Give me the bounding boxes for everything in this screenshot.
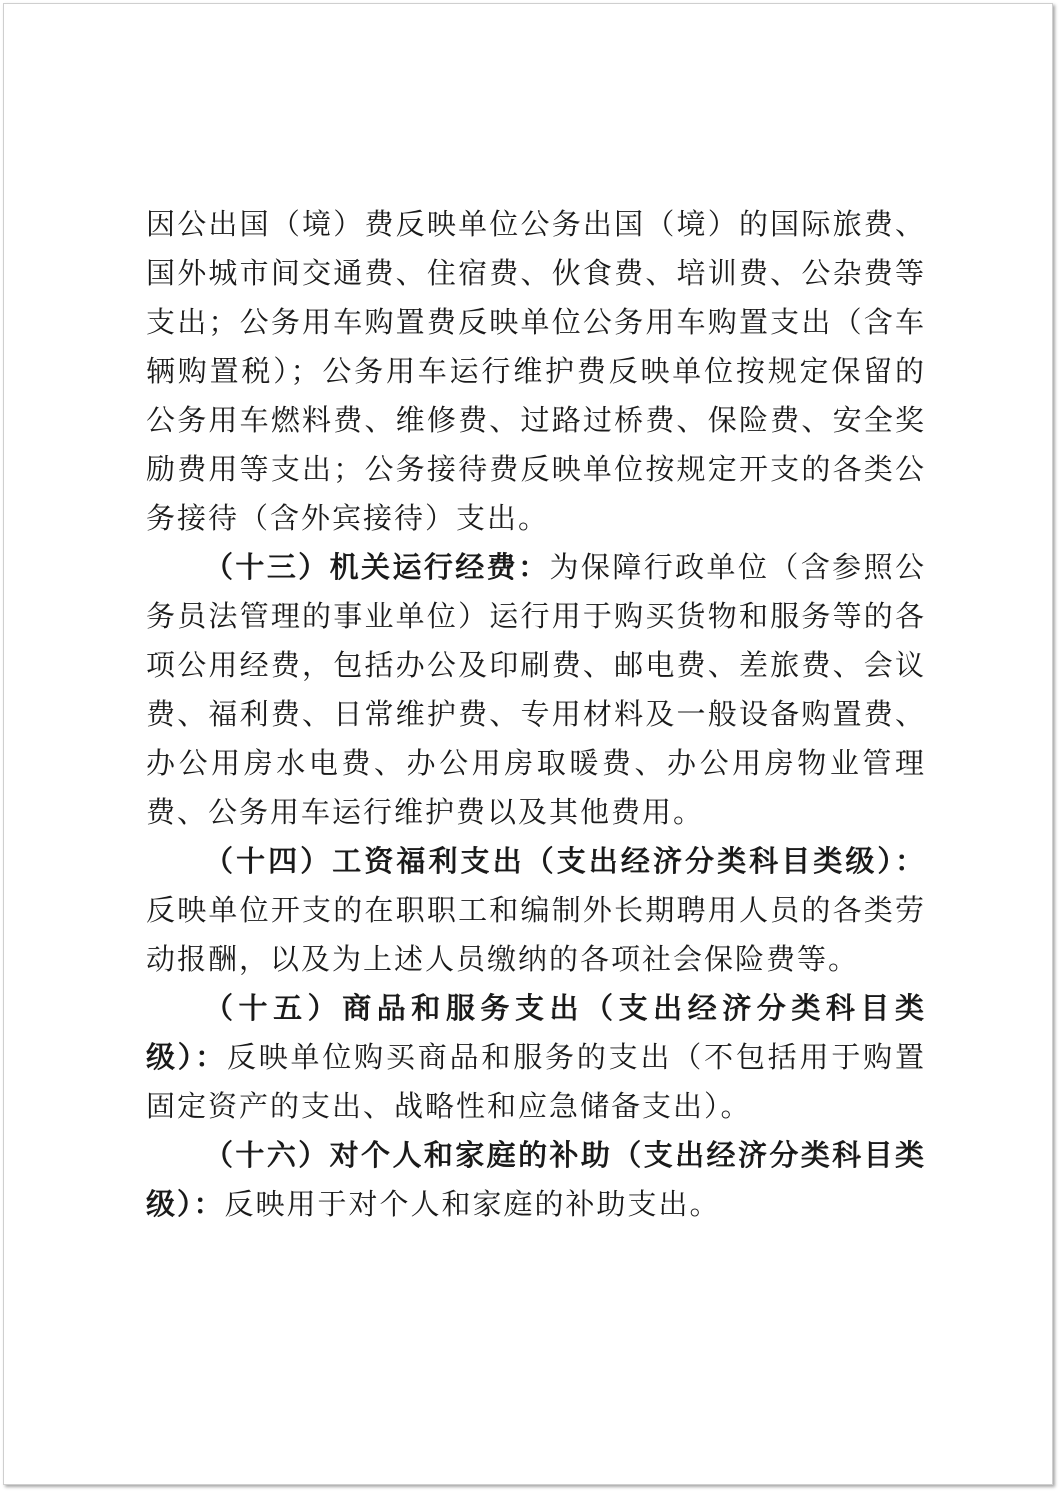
paragraph-body: 反映单位购买商品和服务的支出（不包括用于购置固定资产的支出、战略性和应急储备支出）。 [146,1040,926,1123]
paragraph-body: 为保障行政单位（含参照公务员法管理的事业单位）运行用于购买货物和服务等的各项公用经费，包括办公及印刷费、邮电费、差旅费、会议费、福利费、日常维护费、专用材料及一般设备购置费、办公用房水电费、办公用房取暖费、办公用房物业管理费、公务用车运行维护费以及其他费用。 [146,550,926,829]
paragraph-public-expense [146,200,926,543]
paragraph-body: 反映单位开支的在职职工和编制外长期聘用人员的各类劳动报酬，以及为上述人员缴纳的各项社会保险费等。 [146,893,926,976]
paragraph-heading: （十四）工资福利支出（支出经济分类科目类级）： [204,844,926,878]
paragraph-heading: （十五）商品和服务支出（支出经济分类科目类级）： [146,991,926,1074]
paragraph-body: 因公出国（境）费反映单位公务出国（境）的国际旅费、国外城市间交通费、住宿费、伙食费、培训费、公杂费等支出；公务用车购置费反映单位公务用车购置支出（含车辆购置税）；公务用车运行维护费反映单位按规定保留的公务用车燃料费、维修费、过路过桥费、保险费、安全奖励费用等支出；公务接待费反映单位按规定开支的各类公务接待（含外宾接待）支出。 [146,207,926,535]
paragraph-body: 反映用于对个人和家庭的补助支出。 [224,1187,721,1221]
paragraph-heading: （十三）机关运行经费： [204,550,550,584]
paragraph-wage-welfare [146,837,926,984]
paragraph-personal-family-subsidy [146,1131,926,1229]
paragraph-agency-operating-expense [146,543,926,837]
paragraph-goods-services [146,984,926,1131]
paragraph-heading: （十六）对个人和家庭的补助（支出经济分类科目类级）： [146,1138,926,1221]
document-page [3,3,1053,1485]
document-body [146,200,926,1229]
